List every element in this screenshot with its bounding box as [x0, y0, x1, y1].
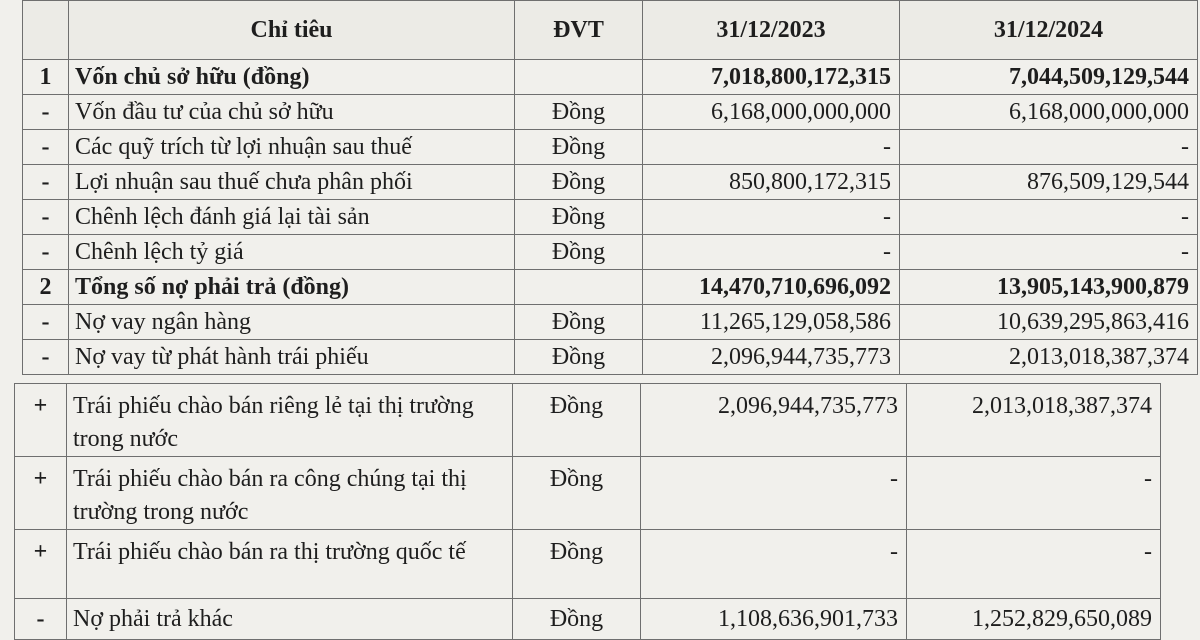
- row-value-2024: -: [900, 235, 1198, 270]
- header-2023: 31/12/2023: [643, 1, 900, 60]
- row-label: Chênh lệch tỷ giá: [69, 235, 515, 270]
- row-index: -: [23, 165, 69, 200]
- row-value-2024: 10,639,295,863,416: [900, 305, 1198, 340]
- row-value-2024: 6,168,000,000,000: [900, 95, 1198, 130]
- row-value-2024: -: [900, 200, 1198, 235]
- row-label: Lợi nhuận sau thuế chưa phân phối: [69, 165, 515, 200]
- row-unit: Đồng: [513, 457, 641, 530]
- row-value-2024: 2,013,018,387,374: [900, 340, 1198, 375]
- row-index: -: [23, 305, 69, 340]
- row-unit: Đồng: [513, 384, 641, 457]
- table-row: [23, 165, 1198, 200]
- row-unit: Đồng: [513, 530, 641, 599]
- row-value-2023: -: [643, 200, 900, 235]
- row-value-2024: -: [907, 530, 1161, 599]
- row-value-2023: 7,018,800,172,315: [643, 60, 900, 95]
- table-row: [15, 599, 1161, 640]
- row-value-2024: -: [900, 130, 1198, 165]
- row-label: Trái phiếu chào bán ra thị trường quốc tế: [67, 530, 513, 599]
- row-label: Nợ vay từ phát hành trái phiếu: [69, 340, 515, 375]
- row-index: -: [23, 235, 69, 270]
- row-label: Tổng số nợ phải trả (đồng): [69, 270, 515, 305]
- balance-table-top: [22, 0, 1198, 375]
- row-unit: Đồng: [515, 165, 643, 200]
- row-unit: [515, 270, 643, 305]
- row-value-2023: 11,265,129,058,586: [643, 305, 900, 340]
- header-2024: 31/12/2024: [900, 1, 1198, 60]
- row-value-2023: -: [641, 457, 907, 530]
- table-header-row: [23, 1, 1198, 60]
- table-row: [15, 384, 1161, 457]
- row-index: 2: [23, 270, 69, 305]
- row-index: +: [15, 457, 67, 530]
- table-row: [23, 235, 1198, 270]
- row-label: Trái phiếu chào bán ra công chúng tại thị trường trong nước: [67, 457, 513, 530]
- header-item: Chỉ tiêu: [69, 1, 515, 60]
- row-unit: Đồng: [515, 340, 643, 375]
- row-index: -: [23, 200, 69, 235]
- row-unit: [515, 60, 643, 95]
- table-row: [23, 130, 1198, 165]
- row-label: Chênh lệch đánh giá lại tài sản: [69, 200, 515, 235]
- row-label: Các quỹ trích từ lợi nhuận sau thuế: [69, 130, 515, 165]
- row-unit: Đồng: [513, 599, 641, 640]
- row-index: 1: [23, 60, 69, 95]
- row-value-2023: -: [643, 130, 900, 165]
- row-value-2024: -: [907, 457, 1161, 530]
- row-label: Vốn đầu tư của chủ sở hữu: [69, 95, 515, 130]
- table-row: [23, 95, 1198, 130]
- row-label: Nợ phải trả khác: [67, 599, 513, 640]
- row-index: +: [15, 384, 67, 457]
- row-value-2024: 2,013,018,387,374: [907, 384, 1161, 457]
- row-label: Trái phiếu chào bán riêng lẻ tại thị trường trong nước: [67, 384, 513, 457]
- balance-table-bottom: [14, 383, 1161, 640]
- table-row: [23, 305, 1198, 340]
- row-value-2023: 2,096,944,735,773: [643, 340, 900, 375]
- table-row: [15, 530, 1161, 599]
- table-row: [23, 60, 1198, 95]
- row-label: Nợ vay ngân hàng: [69, 305, 515, 340]
- header-unit: ĐVT: [515, 1, 643, 60]
- table-row: [23, 340, 1198, 375]
- header-index: [23, 1, 69, 60]
- row-value-2023: -: [641, 530, 907, 599]
- row-value-2023: 1,108,636,901,733: [641, 599, 907, 640]
- row-index: -: [15, 599, 67, 640]
- table-row: [15, 457, 1161, 530]
- row-index: -: [23, 95, 69, 130]
- row-value-2024: 7,044,509,129,544: [900, 60, 1198, 95]
- row-value-2024: 1,252,829,650,089: [907, 599, 1161, 640]
- row-index: +: [15, 530, 67, 599]
- row-value-2024: 13,905,143,900,879: [900, 270, 1198, 305]
- row-unit: Đồng: [515, 200, 643, 235]
- row-unit: Đồng: [515, 130, 643, 165]
- row-value-2023: 850,800,172,315: [643, 165, 900, 200]
- row-value-2023: 2,096,944,735,773: [641, 384, 907, 457]
- table-row: [23, 270, 1198, 305]
- row-value-2023: 14,470,710,696,092: [643, 270, 900, 305]
- row-value-2024: 876,509,129,544: [900, 165, 1198, 200]
- row-value-2023: 6,168,000,000,000: [643, 95, 900, 130]
- row-unit: Đồng: [515, 235, 643, 270]
- row-unit: Đồng: [515, 95, 643, 130]
- row-index: -: [23, 130, 69, 165]
- row-label: Vốn chủ sở hữu (đồng): [69, 60, 515, 95]
- row-unit: Đồng: [515, 305, 643, 340]
- row-index: -: [23, 340, 69, 375]
- table-row: [23, 200, 1198, 235]
- row-value-2023: -: [643, 235, 900, 270]
